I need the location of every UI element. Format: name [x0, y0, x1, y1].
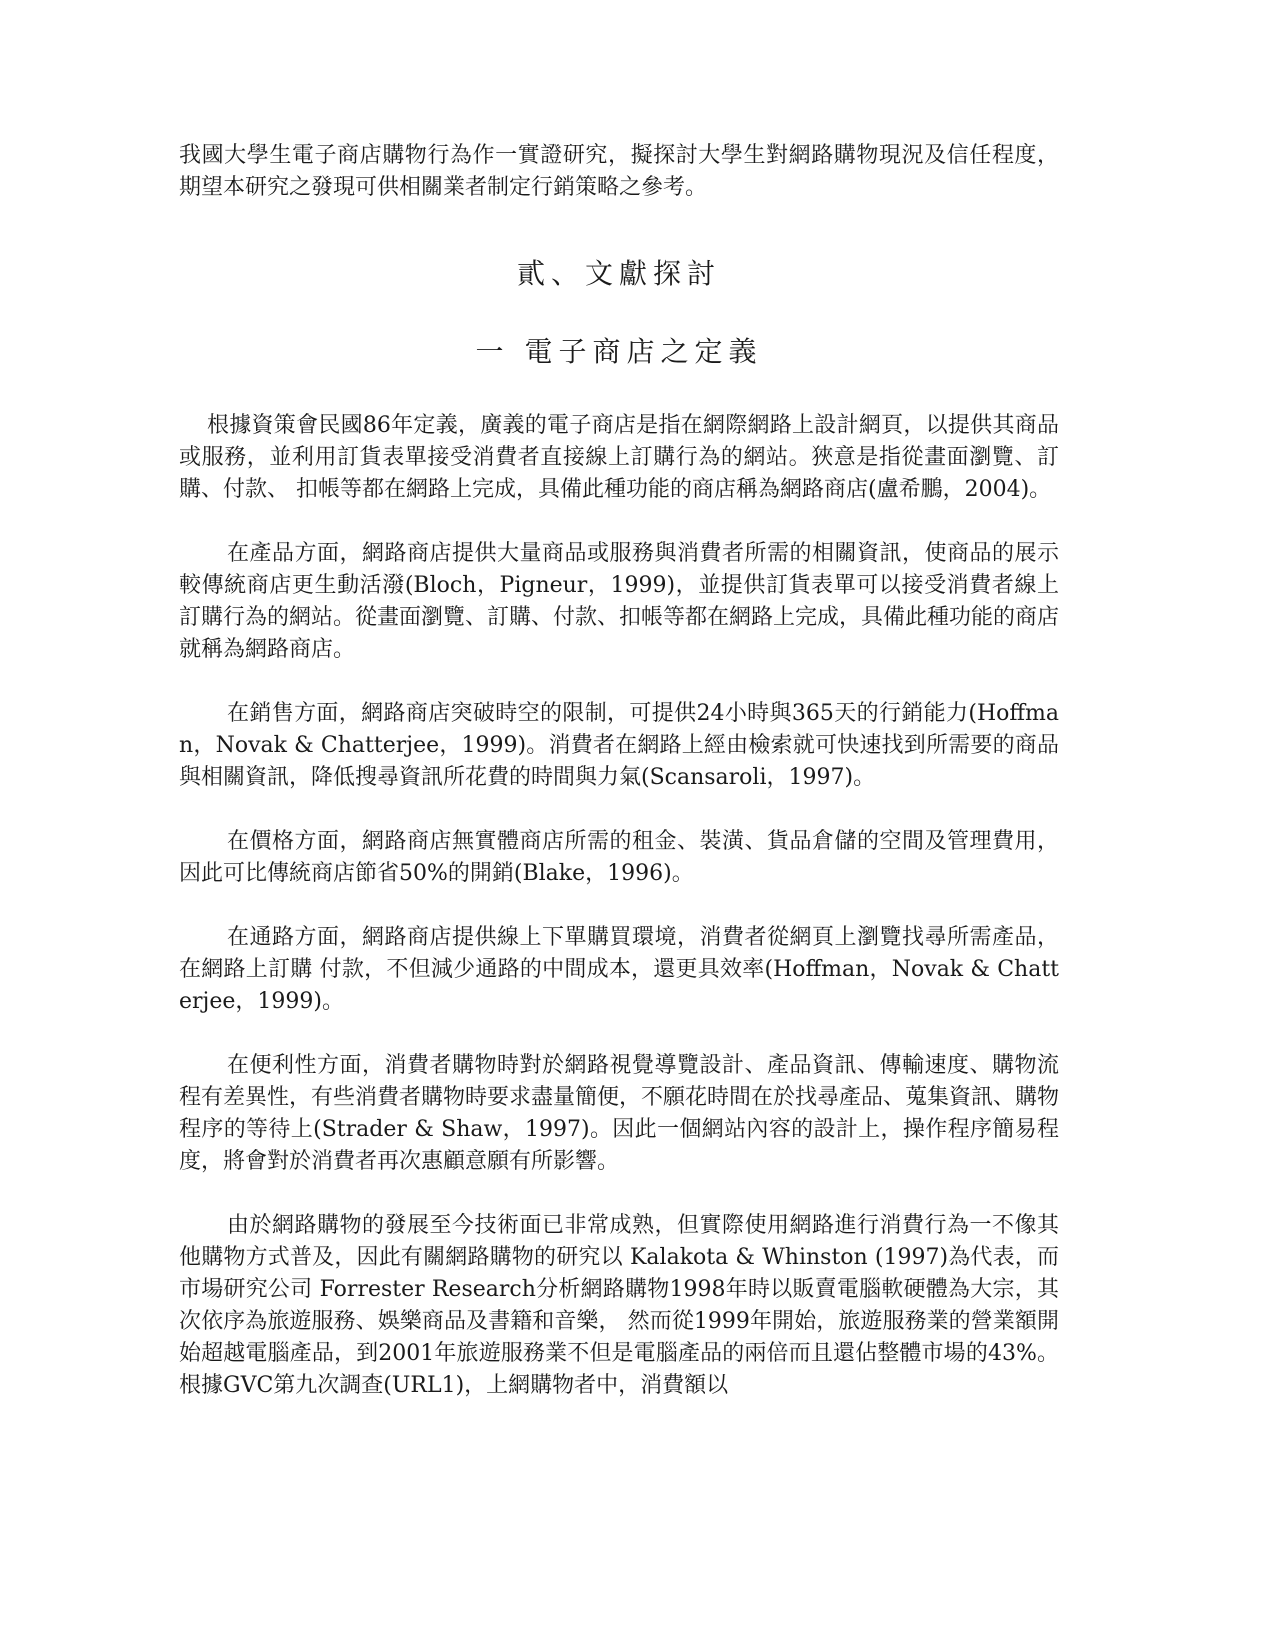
body-paragraph: 在通路方面，網路商店提供線上下單購買環境，消費者從網頁上瀏覽找尋所需產品，在網路上訂購 付款，不但減少通路的中間成本，還更具效率(Hoffman，Novak & Chatterjee，1999)。 [179, 925, 1059, 1014]
body-paragraph: 在便利性方面，消費者購物時對於網路視覺導覽設計、產品資訊、傳輸速度、購物流程有差異性，有些消費者購物時要求盡量簡便，不願花時間在於找尋產品、蒐集資訊、購物程序的等待上(Strader & Shaw，1997)。因此一個網站內容的設計上，操作程序簡易程度，將會對於消費者再次惠顧意願有所影響。 [179, 1053, 1060, 1174]
body-paragraph: 由於網路購物的發展至今技術面已非常成熟，但實際使用網路進行消費行為一不像其他購物方式普及，因此有關網路購物的研究以 Kalakota & Whinston (1997)為代表，而市場研究公司 Forrester Research分析網路購物1998年時以販賣電腦軟硬體為大宗，其次依序為旅遊服務、娛樂商品及書籍和音樂， 然而從1999年開始，旅遊服務業的營業額開始超越電腦產品，到2001年旅遊服務業不但是電腦產品的兩倍而且還佔整體市場的43%。根據GVC第九次調查(URL1)，上網購物者中，消費額以 [179, 1213, 1059, 1398]
section-heading: 貳、文獻探討 [516, 257, 721, 290]
intro-paragraph: 我國大學生電子商店購物行為作一實證研究，擬探討大學生對網路購物現況及信任程度， 期望本研究之發現可供相關業者制定行銷策略之參考。 [179, 143, 1059, 200]
body-paragraph: 根據資策會民國86年定義，廣義的電子商店是指在網際網路上設計網頁，以提供其商品或服務，並利用訂貨表單接受消費者直接線上訂購行為的網站。狹意是指從畫面瀏覽、訂購、付款、 扣帳等都在網路上完成，具備此種功能的商店稱為網路商店(盧希鵬，2004)。 [179, 413, 1059, 502]
body-paragraph: 在產品方面，網路商店提供大量商品或服務與消費者所需的相關資訊，使商品的展示較傳統商店更生動活潑(Bloch，Pigneur，1999)，並提供訂貨表單可以接受消費者線上訂購行為的網站。從畫面瀏覽、訂購、付款、扣帳等都在網路上完成，具備此種功能的商店就稱為網路商店。 [179, 541, 1060, 662]
subsection-heading: 一 電子商店之定義 [475, 335, 763, 368]
document-page [179, 140, 1059, 1402]
body-paragraph: 在價格方面，網路商店無實體商店所需的租金、裝潢、貨品倉儲的空間及管理費用，因此可比傳統商店節省50%的開銷(Blake，1996)。 [179, 829, 1059, 886]
body-paragraph: 在銷售方面，網路商店突破時空的限制，可提供24小時與365天的行銷能力(Hoffman，Novak & Chatterjee，1999)。消費者在網路上經由檢索就可快速找到所需要的商品與相關資訊，降低搜尋資訊所花費的時間與力氣(Scansaroli，1997)。 [179, 701, 1059, 790]
